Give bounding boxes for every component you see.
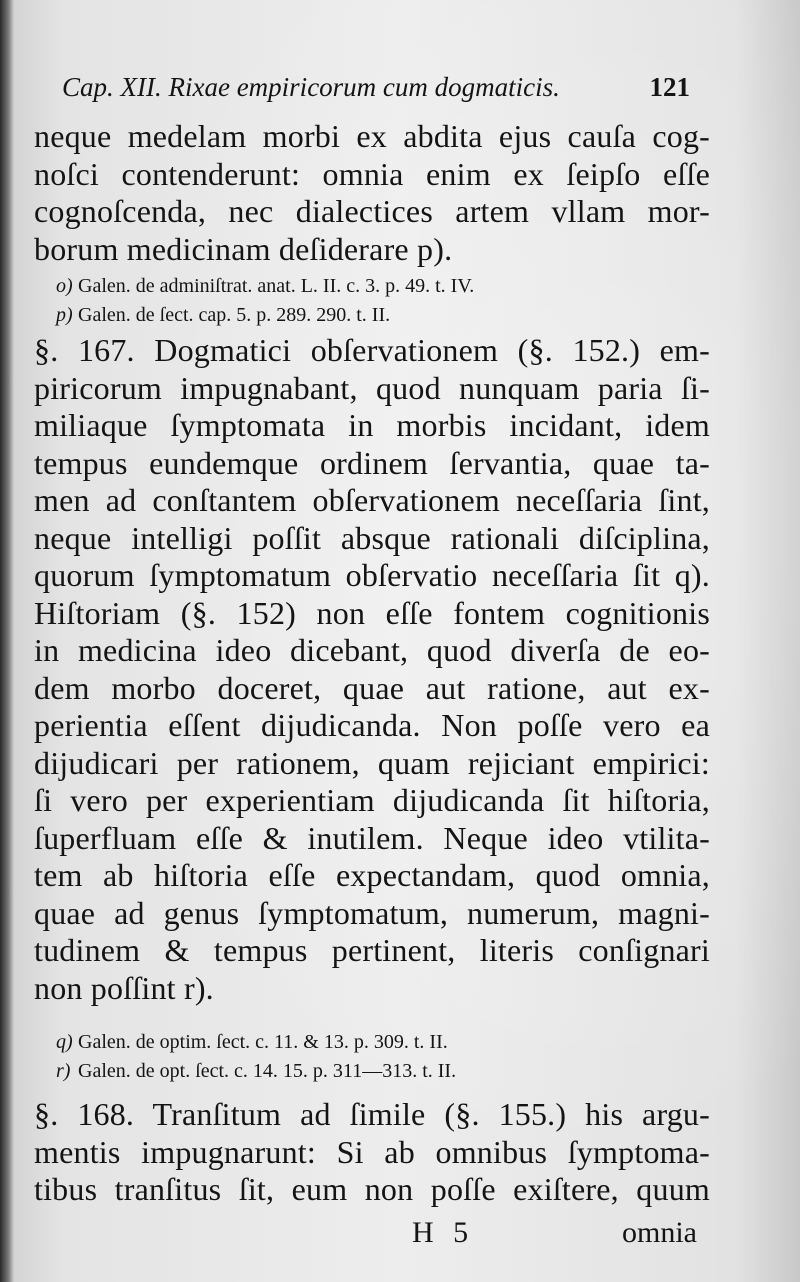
text-line: perientia eſſent dijudicanda. Non poſſe vero ea	[34, 707, 710, 743]
text-line: miliaque ſymptomata in morbis incidant, idem	[34, 407, 710, 443]
running-header	[62, 68, 690, 108]
running-title: Cap. XII. Rixae empiricorum cum dogmaticis.	[62, 72, 560, 102]
footnote-text: Galen. de opt. ſect. c. 14. 15. p. 311—313. t. II.	[78, 1060, 457, 1082]
text-line: §. 168. Tranſitum ad ſimile (§. 155.) his argu-	[34, 1096, 710, 1132]
text-line: mentis impugnarunt: Si ab omnibus ſymptoma-	[34, 1133, 710, 1170]
text-line: neque intelligi poſſit absque rationali diſciplina,	[34, 519, 710, 556]
text-line: non poſſint r).	[34, 969, 214, 1006]
footnote	[56, 272, 706, 301]
text-line: tempus eundemque ordinem ſervantia, quae ta-	[34, 444, 710, 481]
footnote-text: Galen. de ſect. cap. 5. p. 289. 290. t. II.	[78, 304, 391, 326]
text-line: piricorum impugnabant, quod nunquam paria ſi-	[34, 369, 710, 406]
footnotes-block-2	[56, 1028, 706, 1086]
footnote-mark: r)	[56, 1060, 71, 1082]
text-line: tudinem & tempus pertinent, literis conſignari	[34, 932, 710, 968]
footnote	[56, 301, 706, 330]
footnote-text: Galen. de adminiſtrat. anat. L. II. c. 3. p. 49. t. IV.	[78, 275, 475, 297]
text-line: ſi vero per experientiam dijudicanda ſit hiſtoria,	[34, 782, 710, 818]
text-line: dem morbo doceret, quae aut ratione, aut ex-	[34, 669, 710, 706]
signature-mark: H 5	[412, 1216, 475, 1249]
text-line: §. 167. Dogmatici obſervationem (§. 152.) em-	[34, 332, 710, 368]
text-line: tibus tranſitus ſit, eum non poſſe exiſtere, quum	[34, 1171, 710, 1207]
text-line: neque medelam morbi ex abdita ejus cauſa cog-	[34, 118, 710, 154]
text-line: quae ad genus ſymptomatum, numerum, magni-	[34, 894, 710, 931]
text-line: in medicina ideo dicebant, quod diverſa de eo-	[34, 632, 710, 668]
paragraph-168	[34, 1096, 710, 1209]
footnote	[56, 1028, 706, 1057]
footnotes-block-1	[56, 272, 706, 330]
text-line: Hiſtoriam (§. 152) non eſſe fontem cognitionis	[34, 594, 710, 631]
paragraph-167	[34, 332, 710, 1007]
footnote	[56, 1057, 706, 1086]
text-line: men ad conſtantem obſervationem neceſſaria ſint,	[34, 482, 710, 518]
text-line: quorum ſymptomatum obſervatio neceſſaria ſit q).	[34, 557, 710, 593]
text-line: tem ab hiſtoria eſſe expectandam, quod omnia,	[34, 857, 710, 893]
footnote-mark: o)	[56, 275, 73, 297]
text-line: noſci contenderunt: omnia enim ex ſeipſo eſſe	[34, 155, 710, 192]
paragraph-continuation	[34, 118, 710, 268]
footnote-mark: p)	[56, 304, 73, 326]
text-line: cognoſcenda, nec dialectices artem vllam mor-	[34, 193, 710, 229]
footnote-text: Galen. de optim. ſect. c. 11. & 13. p. 309. t. II.	[78, 1031, 448, 1053]
page-gutter-shadow	[0, 0, 14, 1282]
page-number: 121	[649, 72, 690, 102]
page-footer	[0, 1212, 800, 1262]
text-line: ſuperfluam eſſe & inutilem. Neque ideo vtilita-	[34, 819, 710, 856]
text-line: borum medicinam deſiderare p).	[34, 230, 453, 267]
catchword: omnia	[622, 1216, 697, 1249]
text-line: dijudicari per rationem, quam rejiciant empirici:	[34, 744, 710, 781]
footnote-mark: q)	[56, 1031, 73, 1053]
